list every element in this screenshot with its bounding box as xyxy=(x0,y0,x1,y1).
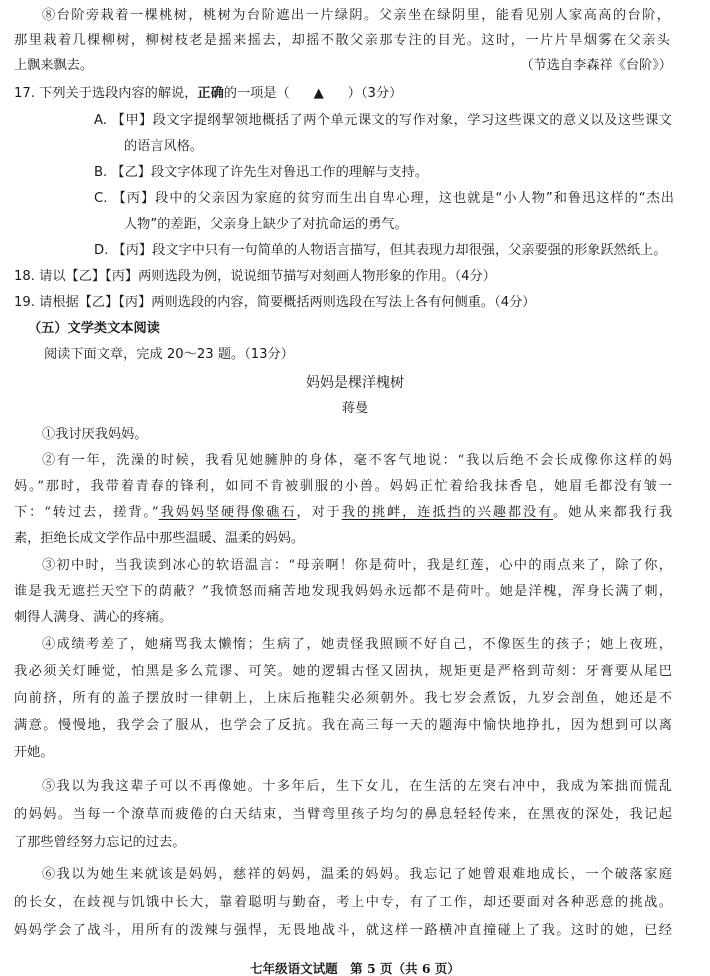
article-p2-line-3 xyxy=(14,504,672,522)
excerpt-line-3: 上飘来飘去。 xyxy=(14,58,94,73)
section-heading: （五）文学类文本阅读 xyxy=(28,321,160,336)
excerpt-source: （节选自李森祥《台阶》） xyxy=(520,58,672,73)
underlined-sentence-2: 我的挑衅，连抵挡的兴趣都没有 xyxy=(341,505,554,520)
article-author: 蒋曼 xyxy=(341,401,369,416)
q17-stem xyxy=(14,85,402,103)
q17-answer-blank: ▲ xyxy=(313,86,324,101)
q17-option-c-line-1: C. 【丙】段中的父亲因为家庭的贫穷而生出自卑心理，这也就是“小人物”和鲁迅这样的“杰出 xyxy=(94,191,674,206)
article-p5-line-1: ⑤我以为我这辈子可以不再像她。十多年后，生下女儿，在生活的左突右冲中，我成为笨拙而慌乱 xyxy=(42,779,672,794)
q19: 19. 请根据【乙】【丙】两则选段的内容，简要概括两则选段在写法上各有何侧重。（4分） xyxy=(14,295,536,310)
article-p4-line-1: ④成绩考差了，她痛骂我太懒惰；生病了，她责怪我照顾不好自己，不像医生的孩子；她上夜班， xyxy=(42,637,672,652)
article-p3-line-3: 刺得人满身、满心的疼痛。 xyxy=(14,610,173,625)
p2-text-c: 。她从来都我行我 xyxy=(553,505,673,520)
article-p4-line-3: 向前挤，所有的盖子摆放时一律朝上，上床后拖鞋尖必须朝外。我七岁会煮饭，九岁会剖鱼，她还是不 xyxy=(14,691,672,706)
q17-stem-a: 17. 下列关于选段内容的解说， xyxy=(14,86,198,101)
article-p6-line-1: ⑥我以为她生来就该是妈妈，慈祥的妈妈，温柔的妈妈。我忘记了她曾艰难地成长，一个破落家庭 xyxy=(42,867,672,882)
article-p2-line-2: 妈。”那时，我带着青春的锋利，如同不肯被驯服的小兽。妈妈正忙着给我抹香皂，她眉毛都没有皱一 xyxy=(14,479,672,494)
q17-option-d: D. 【丙】段文字中只有一句简单的人物语言描写，但其表现力却很强，父亲要强的形象跃然纸上。 xyxy=(94,243,667,258)
article-p4-line-4: 满意。慢慢地，我学会了服从，也学会了反抗。我在高三每一天的题海中愉快地挣扎，因为想到可以离 xyxy=(14,718,672,733)
section-instruction: 阅读下面文章，完成 20～23 题。（13分） xyxy=(44,347,294,362)
underlined-sentence-1: 我妈妈坚硬得像礁石 xyxy=(158,505,297,520)
q17-option-c-line-2: 人物”的差距，父亲身上缺少了对抗命运的勇气。 xyxy=(124,217,408,232)
article-p2-line-4: 素，拒绝长成文学作品中那些温暖、温柔的妈妈。 xyxy=(14,531,305,546)
p2-text-a: 下：“转过去，搓背。” xyxy=(14,505,159,520)
q18: 18. 请以【乙】【丙】两则选段为例，说说细节描写对刻画人物形象的作用。（4分） xyxy=(14,269,496,284)
article-p3-line-2: 谁是我无遮拦天空下的荫蔽？”我愤怒而痛苦地发现我妈妈永远都不是荷叶。她是洋槐，浑身长满了刺， xyxy=(14,584,672,599)
article-p6-line-3: 妈妈学会了战斗，用所有的泼辣与强悍，无畏地战斗，就这样一路横冲直撞碰上了我。这时的她，已经 xyxy=(14,923,672,938)
p2-text-b: ，对于 xyxy=(296,505,342,520)
article-p4-line-2: 我必须关灯睡觉，怕黑是多么荒谬、可笑。她的逻辑古怪又固执，规矩更是严格到苛刻：牙膏要从尾巴 xyxy=(14,664,672,679)
q17-stem-emphasis: 正确 xyxy=(197,86,224,101)
article-p3-line-1: ③初中时，当我读到冰心的软语温言：“母亲啊！你是荷叶，我是红莲，心中的雨点来了，除了你， xyxy=(42,558,672,573)
excerpt-line-1: ⑧台阶旁栽着一棵桃树，桃树为台阶遮出一片绿阴。父亲坐在绿阴里，能看见别人家高高的台阶， xyxy=(42,8,670,23)
article-p6-line-2: 的长女，在歧视与饥饿中长大，靠着聪明与勤奋，考上中专，有了工作，却还要面对各种恶意的挑战。 xyxy=(14,895,672,910)
q17-stem-c: 的一项是（ xyxy=(223,86,290,101)
article-p5-line-2: 的妈妈。当每一个潦草而疲倦的白天结束，当臂弯里孩子均匀的鼻息轻轻传来，在黑夜的深处，我记起 xyxy=(14,807,672,822)
article-p2-line-1: ②有一年，洗澡的时候，我看见她臃肿的身体，毫不客气地说：“我以后绝不会长成像你这样的妈 xyxy=(42,453,672,468)
q17-option-a-line-1: A. 【甲】段文字提纲挈领地概括了两个单元课文的写作对象，学习这些课文的意义以及这些课文 xyxy=(94,113,672,128)
page-footer: 七年级语文试题 第 5 页（共 6 页） xyxy=(250,961,460,976)
article-p4-line-5: 开她。 xyxy=(14,745,54,760)
article-p5-line-3: 了那些曾经努力忘记的过去。 xyxy=(14,835,186,850)
q17-option-b: B. 【乙】段文字体现了许先生对鲁迅工作的理解与支持。 xyxy=(94,165,428,180)
excerpt-line-2: 那里栽着几棵柳树，柳树枝老是摇来摇去，却摇不散父亲那专注的目光。这时，一片片旱烟雾在父亲头 xyxy=(14,33,670,48)
article-title: 妈妈是棵洋槐树 xyxy=(306,375,404,391)
q17-stem-d: ）（3分） xyxy=(347,86,403,101)
article-paragraph-1: ①我讨厌我妈妈。 xyxy=(42,427,148,442)
q17-option-a-line-2: 的语言风格。 xyxy=(124,139,204,154)
